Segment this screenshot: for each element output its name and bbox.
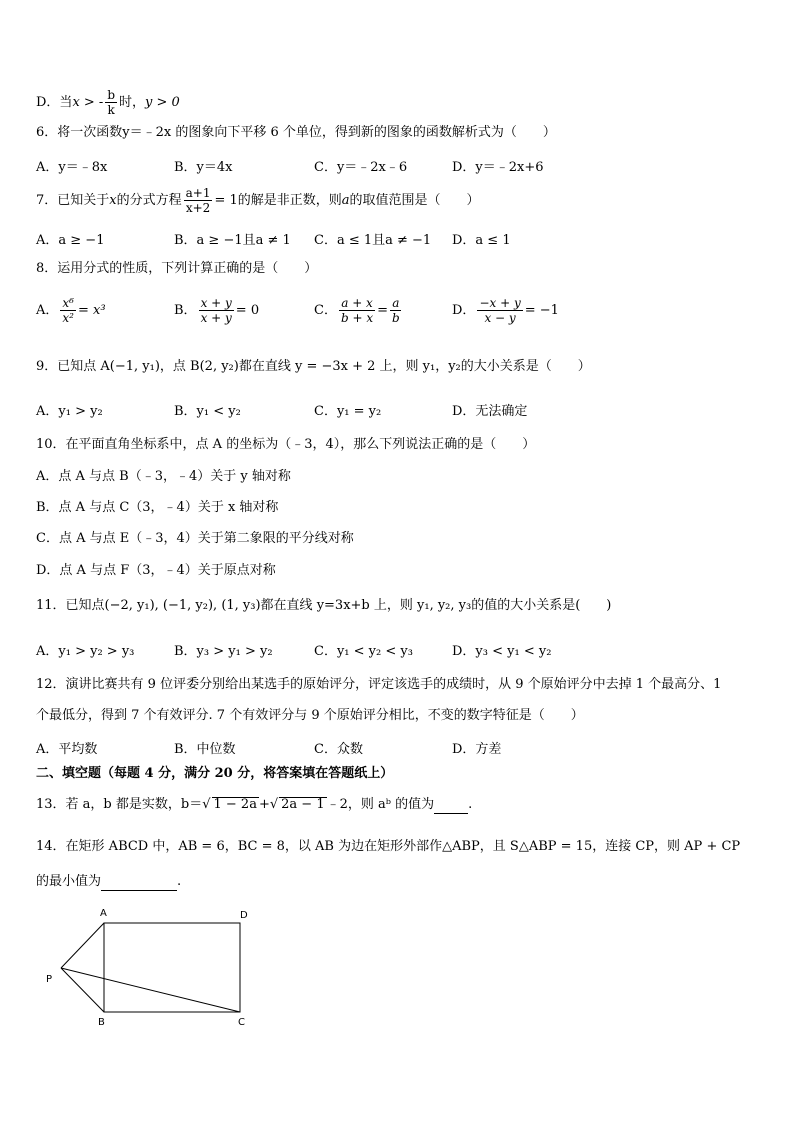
stem-part: = 1的解是非正数，则 [214,193,342,208]
q12-option-d: D．方差 [452,742,502,757]
fraction [199,296,234,325]
denominator: x² [62,311,74,325]
result: y > 0 [145,95,180,110]
q10-option-a: A．点 A 与点 B（﹣3，﹣4）关于 y 轴对称 [36,469,291,484]
segment-pc [61,968,240,1012]
numerator: x⁶ [62,296,74,310]
q9-option-a: A．y₁ > y₂ [36,404,103,419]
rectangle-abcd [104,923,240,1012]
denominator: x + y [200,311,232,325]
fraction [390,296,402,325]
q9-stem: 9．已知点 A(−1, y₁)，点 B(2, y₂)都在直线 y = −3x + 2 上，则 y₁，y₂的大小关系是（ ） [36,359,591,374]
label-d: D [240,910,248,921]
rhs: = −1 [524,303,559,318]
q5-option-d [36,88,180,117]
denominator: b + x [340,311,374,325]
radicand: 2a − 1 [281,797,325,812]
plus: + [258,797,270,812]
q12-stem-line1: 12．演讲比赛共有 9 位评委分别给出某选手的原始评分，评定该选手的成绩时，从 9 个原始评分中去掉 1 个最高分、1 [36,677,722,692]
period: . [177,874,182,889]
answer-blank[interactable] [101,876,177,891]
q11-option-a: A．y₁ > y₂ > y₃ [36,644,135,659]
geometry-figure [40,905,280,1035]
fraction-b-over-k [105,88,117,117]
option-label: B． [174,303,197,318]
q6-option-c: C．y＝﹣2x﹣6 [314,160,408,175]
numerator: a + x [341,296,373,310]
sqrt-sign: √ [202,797,211,812]
q13-stem [36,796,472,814]
sqrt-sign: √ [269,797,279,812]
q6-option-d: D．y＝﹣2x+6 [452,160,544,175]
q9-options [36,400,776,422]
q12-option-c: C．众数 [314,742,363,757]
tail: 时， [119,95,146,110]
q7-option-a: A．a ≥ −1 [36,233,105,248]
q11-option-d: D．y₃ < y₁ < y₂ [452,644,552,659]
var-x: x [109,193,117,208]
fraction [184,186,213,215]
q8-option-a [36,296,106,325]
stem-part: 的分式方程 [116,193,182,208]
q7-option-b: B．a ≥ −1且a ≠ 1 [174,233,291,248]
fraction [339,296,375,325]
q7-option-c: C．a ≤ 1且a ≠ −1 [314,233,432,248]
equals: = [377,303,388,318]
numerator: b [107,88,116,102]
label-p: P [46,974,53,985]
q10-stem: 10．在平面直角坐标系中，点 A 的坐标为（﹣3，4），那么下列说法正确的是（ ） [36,437,536,452]
denominator: x+2 [185,201,211,215]
q10-option-c: C．点 A 与点 E（﹣3，4）关于第二象限的平分线对称 [36,531,354,546]
option-label: C． [314,303,337,318]
q11-option-b: B．y₃ > y₁ > y₂ [174,644,273,659]
option-label: D． [452,303,476,318]
q8-option-b [174,296,259,325]
stem-part: ﹣2，则 aᵇ 的值为 [326,797,435,812]
q10-option-d: D．点 A 与点 F（3，﹣4）关于原点对称 [36,563,276,578]
period: . [468,797,473,812]
q6-options [36,156,776,178]
numerator: x + y [200,296,232,310]
stem-part: 的最小值为 [36,874,102,889]
radicand: 1 − 2a [213,797,257,812]
q11-option-c: C．y₁ < y₂ < y₃ [314,644,413,659]
label-b: B [98,1017,105,1028]
numerator: −x + y [479,296,521,310]
q6-stem: 6．将一次函数y＝﹣2x 的图象向下平移 6 个单位，得到新的图象的函数解析式为（ ） [36,125,556,140]
fraction [477,296,522,325]
q6-option-b: B．y＝4x [174,160,233,175]
q12-option-b: B．中位数 [174,742,236,757]
q9-option-c: C．y₁ = y₂ [314,404,382,419]
q14-stem-line1: 14．在矩形 ABCD 中，AB = 6，BC = 8，以 AB 为边在矩形外部作△ABP，且 S△ABP = 15，连接 CP，则 AP + CP [36,839,741,854]
q7-stem [36,186,480,215]
q8-option-c [314,296,404,325]
q7-options [36,229,776,251]
option-label: D．当 [36,95,73,110]
rhs: = 0 [235,303,260,318]
var-a: a [341,193,350,208]
stem-part: 的取值范围是（ ） [349,193,480,208]
section-heading: 二、填空题（每题 4 分，满分 20 分，将答案填在答题纸上） [36,766,394,781]
segment-pa [61,923,104,968]
q14-stem-line2 [36,873,181,891]
q9-option-d: D．无法确定 [452,404,528,419]
q10-option-b: B．点 A 与点 C（3，﹣4）关于 x 轴对称 [36,500,279,515]
stem-part: 13．若 a，b 都是实数，b＝ [36,797,203,812]
q8-options [36,296,776,336]
q12-stem-line2: 个最低分，得到 7 个有效评分. 7 个有效评分与 9 个原始评分相比，不变的数字特征是（ ） [36,708,584,723]
numerator: a [392,296,400,310]
answer-blank[interactable] [434,799,468,814]
denominator: x − y [484,311,516,325]
denominator: k [107,103,115,117]
condition: x > - [72,95,104,110]
stem-part: 7．已知关于 [36,193,110,208]
q12-options [36,738,776,760]
q8-option-d [452,296,559,325]
q9-option-b: B．y₁ < y₂ [174,404,241,419]
fraction [60,296,76,325]
rhs: = x³ [77,303,106,318]
q11-stem: 11．已知点(−2, y₁), (−1, y₂), (1, y₃)都在直线 y=3x+b 上，则 y₁, y₂, y₃的值的大小关系是( ) [36,598,612,613]
option-label: A． [36,303,59,318]
denominator: b [392,311,400,325]
q8-stem: 8．运用分式的性质，下列计算正确的是（ ） [36,261,318,276]
label-c: C [238,1017,245,1028]
q6-option-a: A．y＝﹣8x [36,160,108,175]
segment-pb [61,968,104,1012]
q11-options [36,640,776,662]
label-a: A [100,908,107,919]
q7-option-d: D．a ≤ 1 [452,233,511,248]
q12-option-a: A．平均数 [36,742,98,757]
numerator: a+1 [185,186,211,200]
